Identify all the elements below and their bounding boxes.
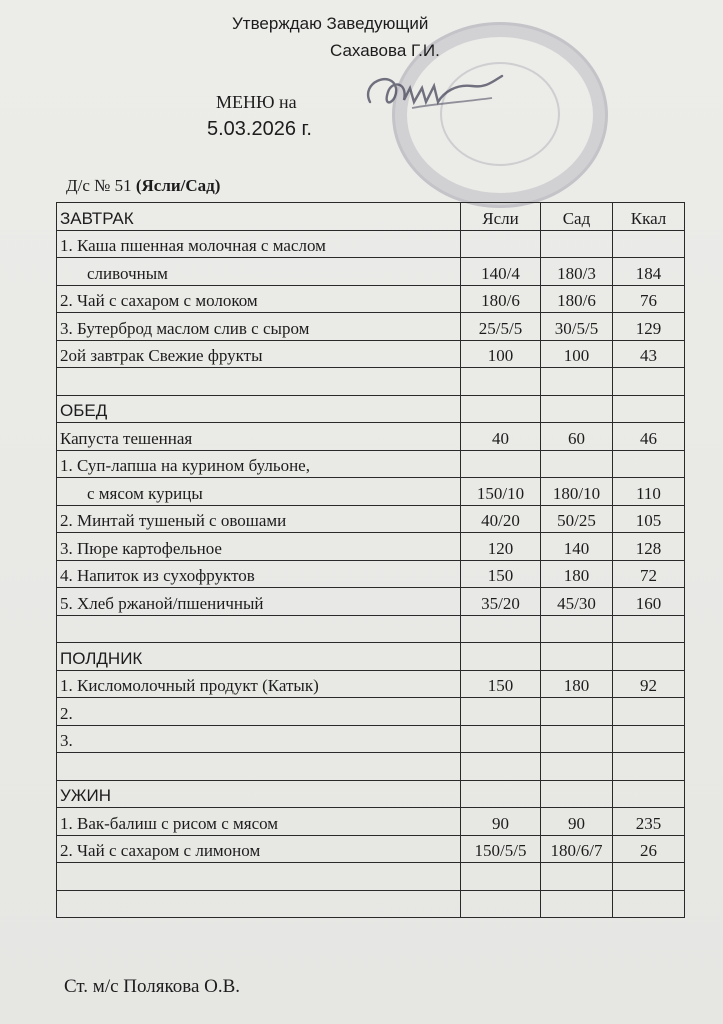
portion-sad: 180 <box>541 560 613 588</box>
portion-yasli: 150/10 <box>461 478 541 506</box>
portion-sad: 140 <box>541 533 613 561</box>
dish-name: 3. Пюре картофельное <box>57 533 461 561</box>
column-header-sad: Сад <box>541 203 613 231</box>
portion-yasli: 40/20 <box>461 505 541 533</box>
portion-yasli <box>461 230 541 258</box>
table-row <box>57 533 685 561</box>
portion-sad: 50/25 <box>541 505 613 533</box>
section-header: ЗАВТРАК <box>57 203 461 231</box>
table-row <box>57 643 685 671</box>
portion-yasli <box>461 615 541 643</box>
portion-sad: 100 <box>541 340 613 368</box>
table-row <box>57 505 685 533</box>
dish-name <box>57 890 461 918</box>
kcal-value: 160 <box>613 588 685 616</box>
dish-name <box>57 615 461 643</box>
portion-sad <box>541 890 613 918</box>
table-row <box>57 368 685 396</box>
portion-yasli <box>461 450 541 478</box>
menu-title: МЕНЮ на <box>216 92 297 112</box>
portion-sad <box>541 368 613 396</box>
kcal-value: 26 <box>613 835 685 863</box>
signature <box>352 62 512 132</box>
portion-sad: 180 <box>541 670 613 698</box>
dish-name: 2ой завтрак Свежие фрукты <box>57 340 461 368</box>
kcal-value <box>613 698 685 726</box>
kcal-value: 76 <box>613 285 685 313</box>
table-row <box>57 780 685 808</box>
table-row <box>57 725 685 753</box>
kcal-value <box>613 890 685 918</box>
table-row <box>57 588 685 616</box>
kindergarten-group: (Ясли/Сад) <box>135 176 221 195</box>
kcal-value: 43 <box>613 340 685 368</box>
kcal-value: 105 <box>613 505 685 533</box>
kcal-value <box>613 643 685 671</box>
portion-yasli: 150 <box>461 670 541 698</box>
portion-yasli: 180/6 <box>461 285 541 313</box>
portion-sad <box>541 643 613 671</box>
portion-yasli <box>461 780 541 808</box>
table-row <box>57 835 685 863</box>
table-row <box>57 340 685 368</box>
dish-name <box>57 753 461 781</box>
dish-name: сливочным <box>57 258 461 286</box>
portion-yasli <box>461 753 541 781</box>
table-row <box>57 753 685 781</box>
portion-sad: 180/6 <box>541 285 613 313</box>
approval-line: Утверждаю Заведующий <box>232 14 429 33</box>
table-row <box>57 313 685 341</box>
portion-sad: 45/30 <box>541 588 613 616</box>
table-row <box>57 450 685 478</box>
dish-name: 1. Каша пшенная молочная с маслом <box>57 230 461 258</box>
kcal-value <box>613 230 685 258</box>
dish-name: 1. Вак-балиш с рисом с мясом <box>57 808 461 836</box>
table-row <box>57 808 685 836</box>
table-row <box>57 560 685 588</box>
dish-name: 2. <box>57 698 461 726</box>
portion-yasli: 140/4 <box>461 258 541 286</box>
kindergarten-label <box>66 176 220 196</box>
portion-yasli <box>461 725 541 753</box>
table-row <box>57 478 685 506</box>
section-header: ОБЕД <box>57 395 461 423</box>
kcal-value: 72 <box>613 560 685 588</box>
portion-sad <box>541 780 613 808</box>
portion-yasli: 90 <box>461 808 541 836</box>
portion-sad <box>541 753 613 781</box>
portion-yasli <box>461 863 541 891</box>
table-row <box>57 670 685 698</box>
portion-sad <box>541 615 613 643</box>
kcal-value <box>613 780 685 808</box>
kcal-value <box>613 725 685 753</box>
portion-yasli: 150/5/5 <box>461 835 541 863</box>
dish-name: 1. Суп-лапша на куринoм бульоне, <box>57 450 461 478</box>
menu-date: 5.03.2026 г. <box>207 118 312 140</box>
portion-sad <box>541 725 613 753</box>
table-row <box>57 230 685 258</box>
dish-name: с мясом курицы <box>57 478 461 506</box>
table-row <box>57 863 685 891</box>
dish-name: 3. Бутерброд маслом слив с сыром <box>57 313 461 341</box>
kcal-value <box>613 450 685 478</box>
portion-sad: 90 <box>541 808 613 836</box>
portion-yasli <box>461 395 541 423</box>
portion-yasli <box>461 643 541 671</box>
kcal-value <box>613 395 685 423</box>
portion-yasli: 120 <box>461 533 541 561</box>
dish-name: 5. Хлеб ржаной/пшеничный <box>57 588 461 616</box>
portion-sad <box>541 230 613 258</box>
section-header: УЖИН <box>57 780 461 808</box>
dish-name: 1. Кисломолочный продукт (Катык) <box>57 670 461 698</box>
kcal-value: 46 <box>613 423 685 451</box>
kcal-value: 92 <box>613 670 685 698</box>
section-header: ПОЛДНИК <box>57 643 461 671</box>
table-row <box>57 258 685 286</box>
dish-name: 2. Минтай тушеный с овошами <box>57 505 461 533</box>
portion-yasli <box>461 368 541 396</box>
dish-name: 3. <box>57 725 461 753</box>
portion-sad <box>541 863 613 891</box>
director-name: Сахавова Г.И. <box>330 41 440 60</box>
table-row <box>57 203 685 231</box>
portion-sad: 60 <box>541 423 613 451</box>
portion-sad: 30/5/5 <box>541 313 613 341</box>
portion-yasli: 25/5/5 <box>461 313 541 341</box>
kcal-value: 129 <box>613 313 685 341</box>
table-row <box>57 395 685 423</box>
table-row <box>57 285 685 313</box>
nurse-signature-line: Ст. м/с Полякова О.В. <box>64 976 241 997</box>
dish-name <box>57 863 461 891</box>
kcal-value: 110 <box>613 478 685 506</box>
dish-name <box>57 368 461 396</box>
portion-sad: 180/6/7 <box>541 835 613 863</box>
portion-yasli <box>461 890 541 918</box>
table-row <box>57 615 685 643</box>
portion-yasli: 100 <box>461 340 541 368</box>
portion-yasli: 150 <box>461 560 541 588</box>
kcal-value: 128 <box>613 533 685 561</box>
table-row <box>57 698 685 726</box>
kindergarten-number: Д/с № 51 <box>66 176 132 195</box>
kcal-value <box>613 368 685 396</box>
portion-yasli: 35/20 <box>461 588 541 616</box>
portion-sad <box>541 450 613 478</box>
dish-name: 2. Чай с сахаром с молоком <box>57 285 461 313</box>
kcal-value: 184 <box>613 258 685 286</box>
portion-sad <box>541 395 613 423</box>
dish-name: 2. Чай с сахаром с лимоном <box>57 835 461 863</box>
kcal-value <box>613 753 685 781</box>
column-header-kcal: Ккал <box>613 203 685 231</box>
kcal-value <box>613 863 685 891</box>
dish-name: Капуста тешенная <box>57 423 461 451</box>
kcal-value <box>613 615 685 643</box>
menu-table <box>56 202 685 918</box>
table-row <box>57 890 685 918</box>
kcal-value: 235 <box>613 808 685 836</box>
portion-yasli: 40 <box>461 423 541 451</box>
portion-sad <box>541 698 613 726</box>
portion-yasli <box>461 698 541 726</box>
column-header-yasli: Ясли <box>461 203 541 231</box>
portion-sad: 180/3 <box>541 258 613 286</box>
portion-sad: 180/10 <box>541 478 613 506</box>
table-row <box>57 423 685 451</box>
dish-name: 4. Напиток из сухофруктов <box>57 560 461 588</box>
